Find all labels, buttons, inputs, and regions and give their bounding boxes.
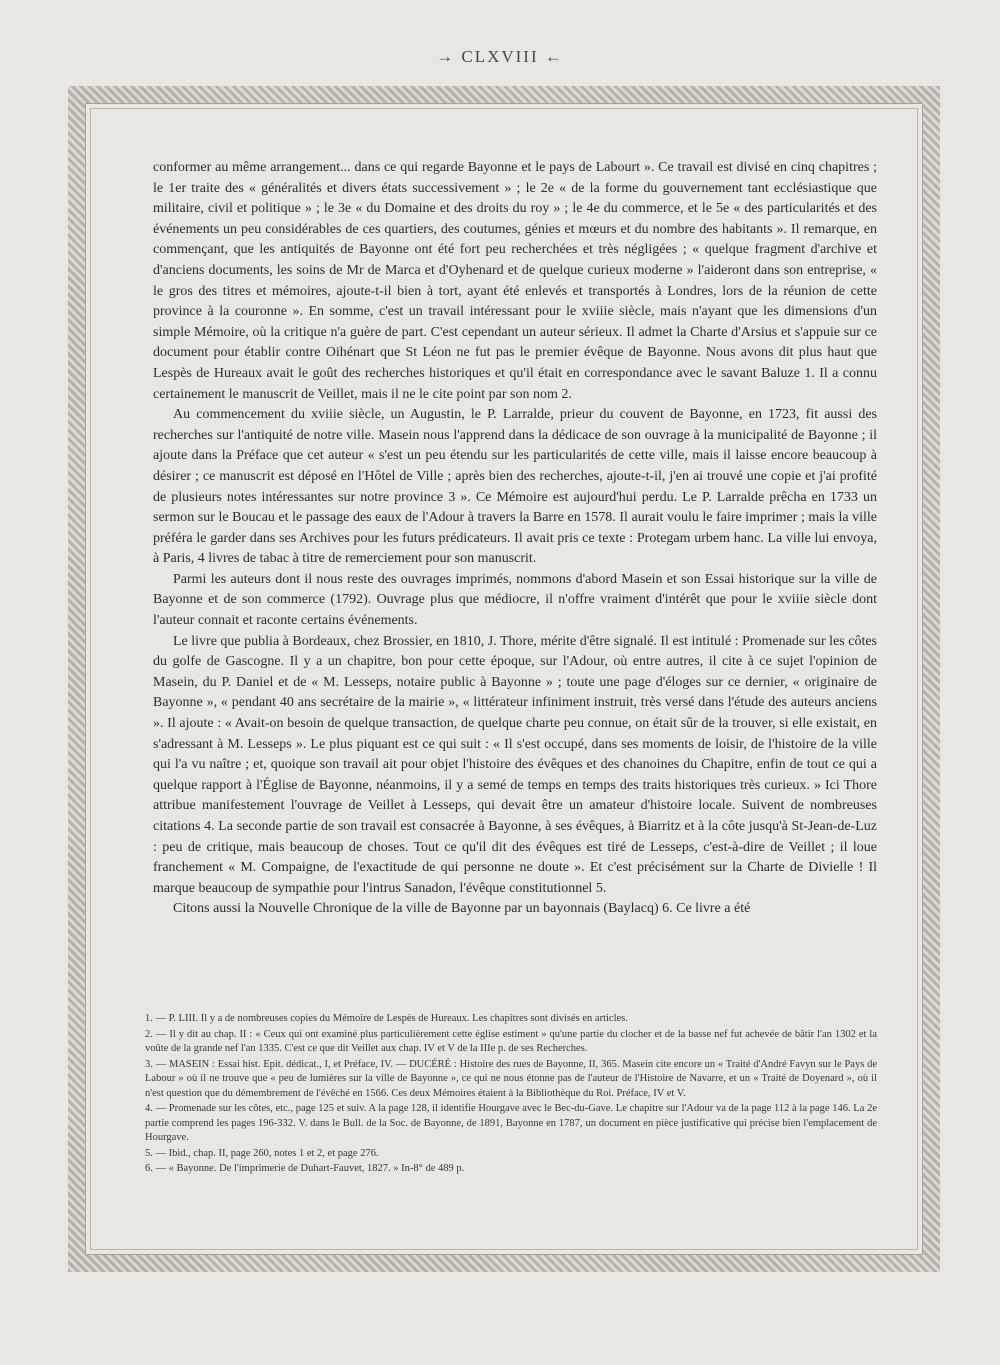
footnote: 2. — Il y dit au chap. II : « Ceux qui ont examiné plus particulièrement cette église estiment » qu'une partie du clocher et de la basse nef fut achevée de bâtir l'an 1302 et la voûte de la grande nef l'an 1335. C'est ce que dit Veillet aux chap. IV et V de la IIIe p. de ses Recherches. (145, 1028, 877, 1054)
page-number: → CLXVIII ← (436, 47, 564, 66)
paragraph: Le livre que publia à Bordeaux, chez Brossier, en 1810, J. Thore, mérite d'être signalé. Il est intitulé : Promenade sur les côtes du golfe de Gascogne. Il y a un chapitre, bon pour cette époque, sur l'Adour, où entre autres, il cite à ce sujet l'opinion de Masein, du P. Daniel et de « M. Lesseps, notaire public à Bayonne » ; toute une page d'éloges sur ce dernier, « originaire de Bayonne », « pendant 40 ans secrétaire de la mairie », « littérateur infiniment instruit, très versé dans l'étude des auteurs anciens ». Il ajoute : « Avait-on besoin de quelque transaction, de quelque charte peu connue, on était sûr de la trouver, si elle existait, en s'adressant à M. Lesseps ». Le plus piquant est ce qui suit : « Il s'est occupé, dans ses moments de loisir, de l'histoire de la ville qui l'a vu naître ; et, quoique son travail ait pour objet l'histoire des évêques et des chanoines du Chapitre, enfin de tout ce qui a quelque rapport à l'Église de Bayonne, néanmoins, il y a semé de temps en temps des traits historiques très curieux. » Ici Thore attribue manifestement l'ouvrage de Veillet à Lesseps, qui devait être un amateur d'histoire locale. Suivent de nombreuses citations 4. La seconde partie de son travail est consacrée à Bayonne, à ses évêques, à Biarritz et à la côte jusqu'à St-Jean-de-Luz : peu de critique, mais beaucoup de choses. Tout ce qu'il dit des évêques est tiré de Lesseps, c'est-à-dire de Veillet ; il loue franchement « M. Compaigne, de l'exactitude de qui personne ne doute ». Et c'est précisément sur la Charte de Divielle ! Il marque beaucoup de sympathie pour l'intrus Sanadon, l'évêque constitutionnel 5. (153, 633, 877, 896)
paragraph: Au commencement du xviiie siècle, un Augustin, le P. Larralde, prieur du couvent de Bayonne, en 1723, fit aussi des recherches sur l'antiquité de notre ville. Masein nous l'apprend dans la dédicace de son ouvrage à la municipalité de Bayonne ; il ajoute dans la Préface que cet auteur « s'est un peu étendu sur les particularités de cette ville, mais il laisse encore beaucoup à désirer ; ce manuscrit est déposé en l'Hôtel de Ville ; après bien des recherches, ajoute-t-il, j'en ai trouvé une copie et j'ai profité de plusieurs notes intéressantes sur notre province 3 ». Ce Mémoire est aujourd'hui perdu. Le P. Larralde prêcha en 1733 un sermon sur le Boucau et le passage des eaux de l'Adour à travers la Barre en 1578. Il aurait voulu le faire imprimer ; mais la ville préféra le garder dans ses Archives pour les futurs prédicateurs. Il avait pris ce texte : Protegam urbem hanc. La ville lui envoya, à Paris, 4 livres de tabac à titre de remerciement pour son manuscrit. (153, 407, 877, 567)
paragraph: Parmi les auteurs dont il nous reste des ouvrages imprimés, nommons d'abord Masein et son Essai historique sur la ville de Bayonne et de son commerce (1792). Ouvrage plus que médiocre, il n'offre vraiment d'intérêt que pour le xviiie siècle dont l'auteur connait et raconte certains événements. (153, 571, 877, 629)
body-text (153, 158, 877, 920)
paragraph: conformer au même arrangement... dans ce qui regarde Bayonne et le pays de Labourt ». Ce travail est divisé en cinq chapitres ; le 1er traite des « généralités et divers états successivement » ; le 2e « de la forme du gouvernement tant ecclésiastique que militaire, civil et politique » ; le 3e « du Domaine et des droits du roy » ; le 4e du commerce, et le 5e « des particularités et des événements un peu considérables de ces quartiers, des coutumes, génies et mœurs et du nombre des habitants ». Il remarque, en commençant, que les antiquités de Bayonne ont été fort peu recherchées et très négligées ; « quelque fragment d'archive et d'anciens documents, les soins de Mr de Marca et d'Oyhenard et de quelque curieux moderne » l'aideront dans son entreprise, « le gros des titres et mémoires, ajoute-t-il bien à tort, ayant été enlevés et transportés à Londres, lors de la réunion de cette province à la couronne ». En somme, c'est un travail intéressant pour le xviiie siècle, mais n'ayant que les dimensions d'un simple Mémoire, où la critique n'a guère de part. C'est cependant un auteur sérieux. Il admet la Charte d'Arsius et s'appuie sur ce document pour établir contre Oihénart que St Léon ne fut pas le premier évêque de Bayonne. Nous avons dit plus haut que Lespès de Hureaux avait le goût des recherches historiques et qu'il était en correspondance avec le savant Baluze 1. Il a connu certainement le manuscrit de Veillet, mais il ne le cite point par son nom 2. (153, 160, 877, 402)
footnote: 4. — Promenade sur les côtes, etc., page 125 et suiv. A la page 128, il identifie Hourgave avec le Bec-du-Gave. Le chapitre sur l'Adour va de la page 112 à la page 146. La 2e partie comprend les pages 196-332. V. dans le Bull. de la Soc. de Bayonne, de 1891, Bayonne en 1787, un document en pièce justificative qui précise bien l'emplacement de Hourgave. (145, 1103, 877, 1143)
paragraph: Citons aussi la Nouvelle Chronique de la ville de Bayonne par un bayonnais (Baylacq) 6. Ce livre a été (173, 901, 751, 917)
footnote: 5. — Ibid., chap. II, page 260, notes 1 et 2, et page 276. (145, 1147, 379, 1159)
footnotes (145, 1012, 877, 1178)
footnote: 1. — P. LIII. Il y a de nombreuses copies du Mémoire de Lespès de Hureaux. Les chapitres sont divisés en articles. (145, 1013, 628, 1024)
footnote: 3. — MASEIN : Essai hist. Epit. dédicat., I, et Préface, IV. — DUCÉRÉ : Histoire des rues de Bayonne, II, 365. Masein cite encore un « Traité d'André Favyn sur le Pays de Labour » où il ne trouve que « peu de lumières sur la ville de Bayonne », ce qui ne nous étonne pas de l'auteur de l'Histoire de Navarre, et un « Traité de Doyenard », où il n'est question que du démembrement de l'évêché en 1566. Ces deux Mémoires étaient à la Bibliothèque du Roi. Préface, IV et V. (145, 1058, 877, 1099)
footnote: 6. — « Bayonne. De l'imprimerie de Duhart-Fauvet, 1827. » In-8° de 489 p. (145, 1163, 465, 1174)
